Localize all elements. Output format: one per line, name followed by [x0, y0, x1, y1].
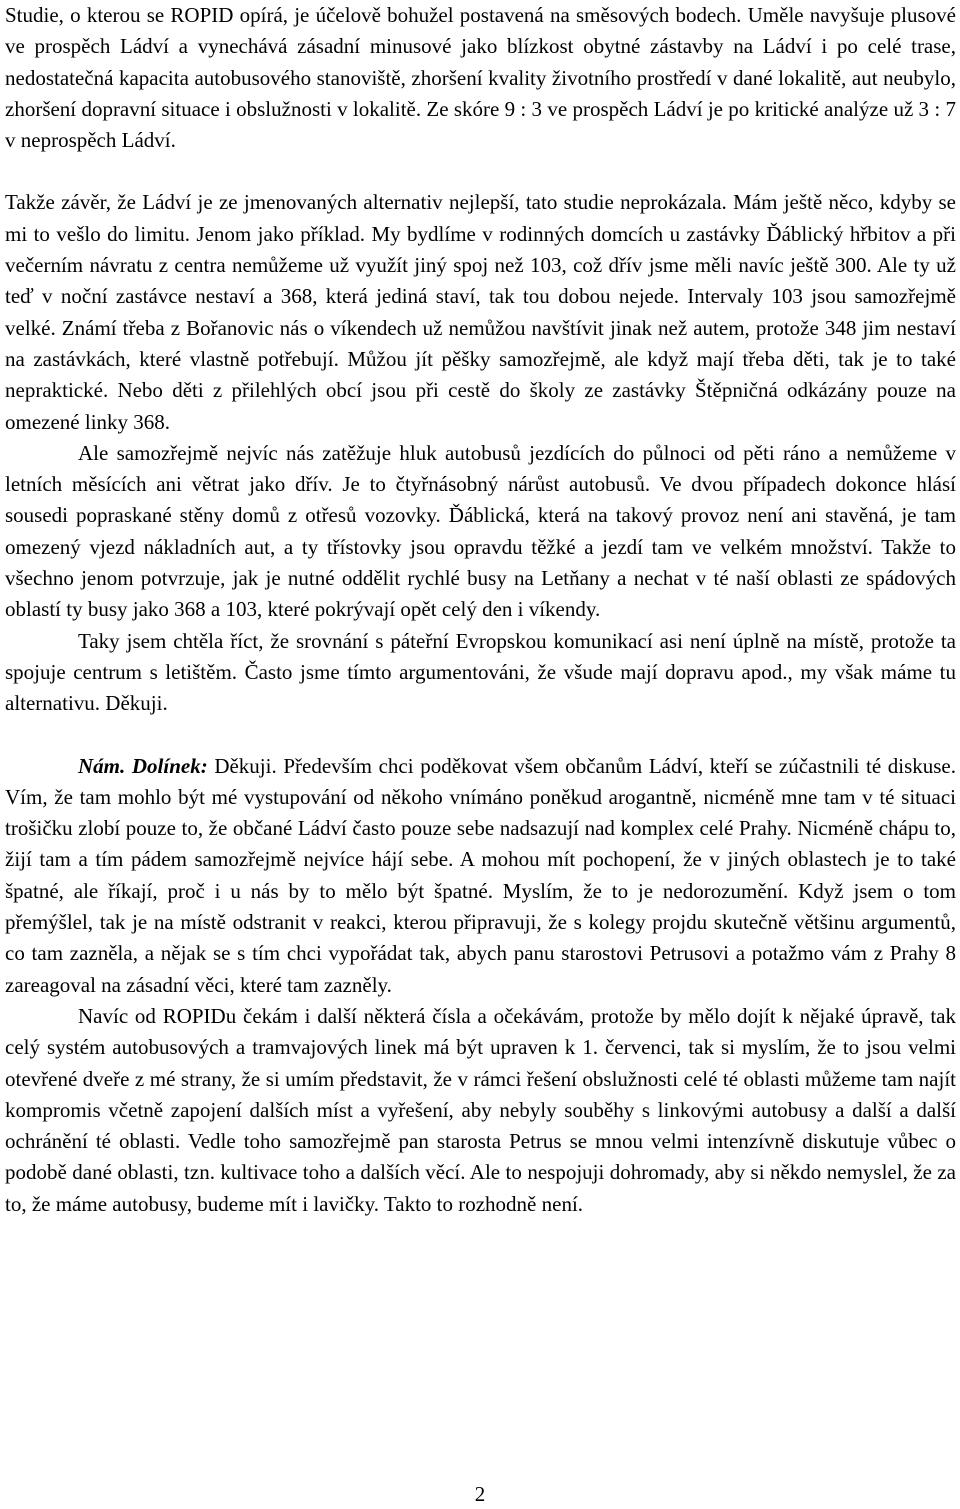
paragraph-speaker-dolinek — [5, 751, 956, 1001]
document-page — [5, 0, 956, 1220]
paragraph-european-road: Taky jsem chtěla říct, že srovnání s páteřní Evropskou komunikací asi není úplně na místě, protože ta spojuje centrum s letištěm. Často jsme tímto argumentováni, že všude mají dopravu apod., my však máme tu alternativu. Děkuji. — [5, 628, 956, 716]
speaker-statement: Děkuji. Především chci poděkovat všem občanům Ládví, kteří se zúčastnili té diskuse. Vím, že tam mohlo být mé vystupování od někoho vnímáno poněkud arogantně, nicméně mne tam v té situaci trošičku zlobí pouze to, že občané Ládví často pouze sebe nadsazují nad komplex celé Prahy. Nicméně chápu to, žijí tam a tím pádem samozřejmě nejvíce hájí sebe. A mohou mít pochopení, že v jiných oblastech je to také špatné, ale říkají, proč i u nás by to mělo být špatné. Myslím, že to je nedorozumění. Když jsem o tom přemýšlel, tak je na místě odstranit v reakci, kterou připravuji, že s kolegy projdu skutečně většinu argumentů, co tam zazněla, a nějak se s tím chci vypořádat tak, abych panu starostovi Petrusovi a potažmo vám z Prahy 8 zareagoval na zásadní věci, které tam zazněly. — [5, 753, 957, 997]
paragraph-noise: Ale samozřejmě nejvíc nás zatěžuje hluk autobusů jezdících do půlnoci od pěti ráno a nemůžeme v letních měsících ani větrat jako dřív. Je to čtyřnásobný nárůst autobusů. Ve dvou případech dokonce hlásí sousedi popraskané stěny domů z otřesů vozovky. Ďáblická, která na takový provoz není ani stavěná, je tam omezený vjezd nákladních aut, a ty třístovky jsou opravdu těžké a jezdí tam ve velkém množství. Takže to všechno jenom potvrzuje, jak je nutné oddělit rychlé busy na Letňany a nechat v té naší oblasti ze spádových oblastí ty busy jako 368 a 103, které pokrývají opět celý den i víkendy. — [5, 440, 956, 622]
paragraph-study-critique: Studie, o kterou se ROPID opírá, je účelově bohužel postavená na směsových bodech. Uměle navyšuje plusové ve prospěch Ládví a vynechává zásadní minusové jako blízkost obytné zástavby na Ládví i po celé trase, nedostatečná kapacita autobusového stanoviště, zhoršení kvality životního prostředí v dané lokalitě, aut neubylo, zhoršení dopravní situace i obslužnosti v lokalitě. Ze skóre 9 : 3 ve prospěch Ládví je po kritické analýze už 3 : 7 v neprospěch Ládví. — [5, 3, 956, 153]
page-number: 2 — [474, 1482, 486, 1506]
speaker-name: Nám. Dolínek: — [78, 753, 208, 778]
paragraph-conclusion: Takže závěr, že Ládví je ze jmenovaných alternativ nejlepší, tato studie neprokázala. Mám ještě něco, kdyby se mi to vešlo do limitu. Jenom jako příklad. My bydlíme v rodinných domcích u zastávky Ďáblický hřbitov a při večerním návratu z centra nemůžeme už využít jiný spoj než 103, což dřív jsme měli navíc ještě 300. Ale ty už teď v noční zastávce nestaví a 368, která jediná staví, tak tou dobou nejede. Intervaly 103 jsou samozřejmě velké. Známí třeba z Bořanovic nás o víkendech už nemůžou navštívit jinak než autem, protože 348 jim nestaví na zastávkách, které vlastně potřebují. Můžou jít pěšky samozřejmě, ale když mají třeba děti, tak je to také nepraktické. Nebo děti z přilehlých obcí jsou při cestě do školy ze zastávky Štěpničná odkázány pouze na omezené linky 368. — [5, 190, 956, 434]
paragraph-ropid-numbers: Navíc od ROPIDu čekám i další některá čísla a očekávám, protože by mělo dojít k nějaké úpravě, tak celý systém autobusových a tramvajových linek má být upraven k 1. červenci, tak si myslím, že to jsou velmi otevřené dveře z mé strany, že si umím představit, že v rámci řešení obslužnosti celé té oblasti můžeme tam najít kompromis včetně zapojení dalších míst a vyřešení, aby nebyly souběhy s linkovými autobusy a další a další ochránění té oblasti. Vedle toho samozřejmě pan starosta Petrus se mnou velmi intenzívně diskutuje vůbec o podobě dané oblasti, tzn. kultivace toho a dalších věcí. Ale to nespojuji dohromady, aby si někdo nemyslel, že za to, že máme autobusy, budeme mít i lavičky. Takto to rozhodně není. — [5, 1003, 956, 1216]
